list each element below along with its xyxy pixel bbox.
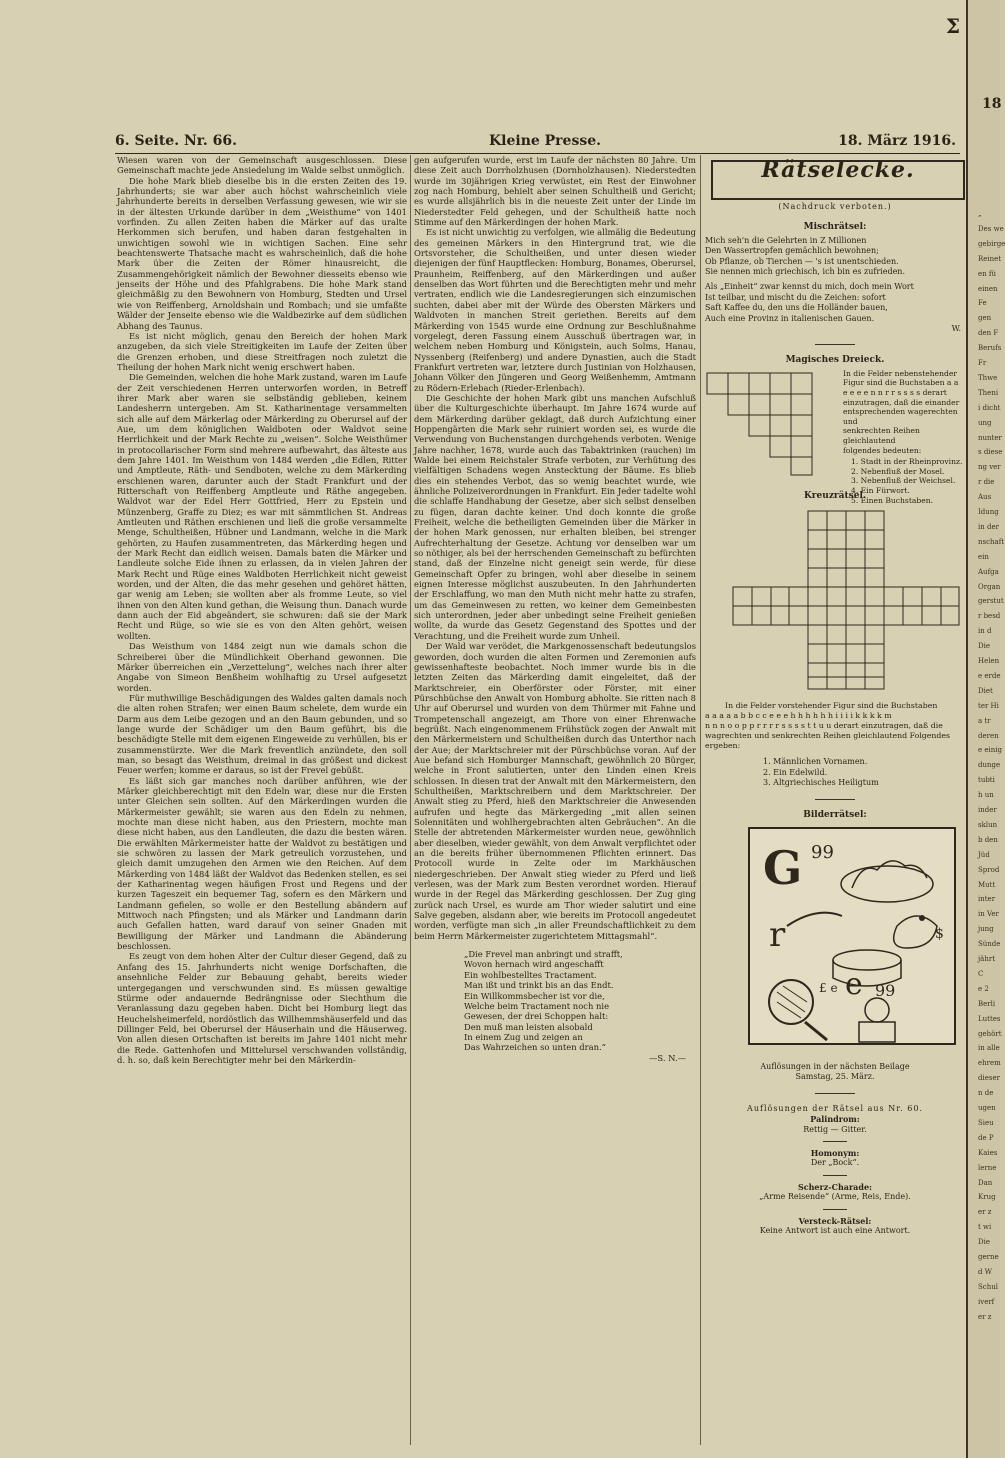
kreuz-instructions: In die Felder vorstehender Figur sind die Buchstaben a a a a a b b c c e e e h h h h h h i i i i k k k k m n n n o o p p r r r r s s s s t t u u derart einzutragen, daß die wagrechten und senkrechten Reihen gleichlautend Folgendes ergeben: <box>705 701 951 751</box>
adjacent-text-fragment: s diese <box>978 448 1003 457</box>
adjacent-text-fragment: Theni <box>978 388 999 397</box>
section-title: Bilderrätsel: <box>803 809 867 820</box>
verse-line: Mich seh'n die Gelehrten in Z Millionen <box>705 235 867 245</box>
adjacent-text-fragment: Kaies <box>978 1148 998 1157</box>
adjacent-text-fragment: in der <box>978 522 999 531</box>
poem-line: Ein wohlbestelltes Tractament. <box>464 969 597 980</box>
svg-text:99: 99 <box>811 841 834 863</box>
adjacent-text-fragment: dunge <box>978 761 1001 770</box>
verse-line: Sie nennen mich griechisch, ich bin es zufrieden. <box>705 267 905 277</box>
adjacent-text-fragment: er z <box>978 1208 992 1217</box>
paragraph: Die Geschichte der hohen Mark gibt uns manchen Aufschluß über die Kulturgeschichte überhaupt. Im Jahre 1674 wurde auf dem Märkerding darüber geklagt, daß durch Aufzichtung einer Hoppengärten die Mark sehr ruiniert worden sei, es wurde die Verwendung von Buchenstangen durchgehends verboten. Wenige Jahre nachher, 1678, wurde auch das Tabaktrinken (rauchen) im Walde bei einem Reichstaler Strafe verboten, zur Verhütung des vielfältigen Schadens wegen Anstecktung der Bäume. Es blieb dies ein stehendes Verbot, das so wenig beachtet wurde, wie ähnliche Polizeiverordnungen in Frankfurt. Ein Jeder tadelte wohl die schlaffe Handhabung der Gesetze, aber sich selbst denselben zu fügen, daran dachte keiner. Und doch konnte die große Freiheit, welche die betheiligten Gemeinden über die Märker in der hohen Mark genossen, nur erhalten bleiben, bei strenger Aufrechterhaltung der Gesetze. Achtung vor denselben war um so nöthiger, als bei der herrschenden Gemeinschaft zu befürchten stand, daß der Einzelne nicht geneigt sein werde, für diese Gemeinschaft Opfer zu bringen, wohl aber dieselbe in seinem eignen Interesse möglichst auszubeuten. In den Jahrhunderten der Erschlaffung, wo man den Muth nicht mehr hatte zu strafen, um das Gemeinwesen zu retten, wo keiner dem Gemeinbesten sich unterordnen, jeder aber unbedingt seine Freiheit genießen wollte, da wurde das Gesetz Gegenstand des Spottes und der Verachtung, und die Freiheit wurde zum Unheil. <box>414 392 696 641</box>
adjacent-text-fragment: Die <box>978 642 990 651</box>
adjacent-text-fragment: gebirge <box>978 239 1005 248</box>
article-column-2 <box>414 155 696 1063</box>
verse-line: Saft Kaffee du, den uns die Holländer bauen, <box>705 303 888 313</box>
dreieck-instructions: In die Felder nebenstehender Figur sind die Buchstaben a a e e e e n n r r s s s s derart einzutragen, daß die einander entsprechenden wagerechten und senkrechten Reihen gleichlautend folgendes bedeuten: 1. Stadt in der Rheinprovinz. 2. Nebenfluß der Mosel. 3. Nebenfluß der Weichsel. 4. Ein Fürwort. 5. Einen Buchstaben. <box>843 368 963 505</box>
svg-text:£ e: £ e <box>819 980 838 995</box>
adjacent-text-fragment: gerne <box>978 1253 999 1261</box>
kreuz-list <box>705 757 965 788</box>
paragraph: Die Gemeinden, welchen die hohe Mark zustand, waren im Laufe der Zeit verschiedenen Herren unterworfen worden, in Betreff ihrer Mark aber waren sie selbständig geblieben, keinem Landesherrn untergeben. Am St. Katharinentage versammelten sich alle auf dem Märkerlag oder Märkerding zu Oberursel auf der Aue, um dem königlichen Waldboten oder Waldvot seine Herrlichkeit und der Mark Rechte zu „weisen“. Solche Weisthümer in protocollarischer Form sind mehrere aufbewahrt, das älteste aus dem Jahre 1401. Im Weisthum von 1484 werden „die Edlen, Ritter und Amptleute, Räth- und Sendboten, welche zu dem Märkerding erschienen waren, darunter auch der Stadt Frankfurt und der Ritterschaft von Reiffenberg Amptleute und Räthe angegeben. Waldvot war der Edel Herr Gottfried, Herr zu Epstein und Münzenberg, Graffe zu Diez; es war mit sämmtlichen St. Andreas Amtleuten und Räthen erschienen und ließ die große versammelte Menge, Schultheißen, Hübner und Landmann, welche in die Mark gehörten, zu Haufen zusammentreten, das Märkerding hegen und der Mark Recht dan eidlich weisen. Damals baten die Märker und Landleute solche Eide ihnen zu erlassen, da in vielen Jahren der Mark Recht und Rüge eines Waldboten Herrlichkeit nicht geweist worden, und der Alten, die das mehr gesehen und gehöret hätten, gar wenig am Leben; sie wollten aber als fromme Leute, so viel ihnen von den Alten kund gethan, die Weisung thun. Danach wurde dann auch der Eid abgeändert, sie schwuren: daß sie der Mark Recht und Rüge, so wie sie es von den Alten gehört, weisen wollten. <box>117 372 407 641</box>
adjacent-page-number: 18 <box>982 96 1002 112</box>
adjacent-text-fragment: t wi <box>978 1223 992 1232</box>
poem-line: Wovon hernach wird angeschafft <box>464 959 604 970</box>
paragraph: Es ist nicht unwichtig zu verfolgen, wie allmälig die Bedeutung des gemeinen Märkers in den Hintergrund trat, wie die Ortsvorsteher, die Schultheißen, und unter diesen wieder diejenigen der fünf Hauptflecken: Homburg, Bonames, Oberursel, Praunheim, Reiffenberg, auf den Märkerdingen und außer denselben das Wort führten und die Berechtigten mehr und mehr vertraten, endlich wie die Landesregierungen sich einzumischen suchten, dabei aber mit der Würde des Obersten Märkers und Waldvoten in manchen Streit geriethen. Bereits auf dem Märkerding von 1545 wurde eine Ordnung zur Beschlußnahme vorgelegt, deren Fassung einem Ausschuß übertragen war, in welchem neben Homburg und Königstein, auch Solms, Hanau, Nyssenberg (Reifenberg) und andere Dynastien, auch die Stadt Frankfurt vertreten war, letztere durch Justinian von Holzhausen, Johann Völker den Jüngeren und Georg Weißenhemm, Amtmann zu Rödern-Erlebach (Rieder-Erlenbach). <box>414 227 696 393</box>
adjacent-text-fragment: Sünde <box>978 940 1001 949</box>
paragraph: Es zeugt von dem hohen Alter der Cultur dieser Gegend, daß zu Anfang des 15. Jahrhunderts nicht wenige Dorfschaften, die ansehnliche Felder zur Bebauung gehabt, bereits wieder untergegangen und verschwunden sind. Es müssen gewaltige Stürme oder andauernde Bedrängnisse oder Siechthum die Veranlassung dazu gegeben haben. Dicht bei Homburg liegt das Heuchelsheimerfeld, nordöstlich das Willhemmshäuserfeld und das Dillinger Feld, bei Oberursel der Häuserhain und die Häuserweg. Von allen diesen Ortschaften ist bereits im Jahre 1401 nicht mehr die Rede. Gattenhofen und Mittelursel verschwanden vollständig, d. h. so, daß kein Berechtigter mehr bei den Märkerdin- <box>117 951 407 1065</box>
adjacent-text-fragment: Jüd <box>978 850 990 859</box>
adjacent-text-fragment: e 2 <box>978 984 989 993</box>
adjacent-text-fragment: „ <box>978 210 982 218</box>
adjacent-text-fragment: Aus <box>978 493 992 502</box>
adjacent-text-fragment: de P <box>978 1133 994 1142</box>
adjacent-text-fragment: r besd <box>978 612 1001 621</box>
adjacent-text-fragment: sklun <box>978 820 998 829</box>
solutions-list: Palindrom: Rettig — Gitter. Homonym: Der „Bock“. Scherz-Charade: „Arme Reisende“ (Arme, Reis, Ende). Versteck-Rätsel: Keine Antwort ist auch eine Antwort. <box>759 1114 911 1235</box>
poem-line: Das Wahrzeichen so unten dran.“ <box>464 1042 606 1053</box>
paragraph: Das Weisthum von 1484 zeigt nun wie damals schon die Schreiberei über die Mündlichkeit Oberhand gewonnen. Die Märker überreichen ein „Verzettelung“, welches nach ihrer alter Angabe von Simeon Benßheim wohlhaftig zu Ursel aufgesetzt worden. <box>117 641 407 693</box>
adjacent-text-fragment: Sieu <box>978 1118 994 1127</box>
adjacent-page-edge <box>966 0 1005 1458</box>
adjacent-text-fragment: Berli <box>978 999 996 1008</box>
adjacent-text-fragment: jährt <box>978 955 996 963</box>
section-title: Mischrätsel: <box>803 222 867 233</box>
adjacent-text-fragment: Thwe <box>978 373 998 382</box>
adjacent-text-fragment: Diet <box>978 686 993 695</box>
adjacent-text-fragment: Schul <box>978 1282 998 1291</box>
svg-text:99: 99 <box>875 980 896 1000</box>
poem-line: Den muß man leisten alsobald <box>464 1021 593 1032</box>
adjacent-text-fragment: en fü <box>978 269 996 278</box>
adjacent-text-fragment: tubti <box>978 776 995 785</box>
puzzle-subtitle: (Nachdruck verboten.) <box>778 202 892 211</box>
adjacent-text-fragment: ter Hi <box>978 701 999 710</box>
adjacent-text-fragment: deren <box>978 731 999 740</box>
adjacent-text-fragment: i dicht <box>978 403 1001 412</box>
adjacent-text-fragment: Luttes <box>978 1014 1001 1023</box>
adjacent-text-fragment: ung <box>978 418 992 427</box>
adjacent-text-fragment: r die <box>978 478 995 487</box>
paragraph: Es ist nicht möglich, genau den Bereich der hohen Mark anzugeben, da sich viele Streitigkeiten im Laufe der Zeiten über die Grenzen erhoben, und diese Streitfragen noch zuletzt die Theilung der hohen Mark nicht wenig erschwert haben. <box>117 330 407 372</box>
adjacent-text-fragment: e einig <box>978 746 1002 755</box>
svg-text:$: $ <box>935 925 944 942</box>
adjacent-text-fragment: Idung <box>978 508 999 516</box>
cross-puzzle-grid <box>731 509 961 691</box>
paragraph: Die hohe Mark blieb dieselbe bis in die ersten Zeiten des 19. Jahrhunderts; sie war aber auch höchst wahrscheinlich viele Jahrhunderte bereits in derselben Verfassung gewesen, wie wir sie in der ältesten Urkunde darüber in dem „Weisthume“ von 1401 vorfinden. Zu allen Zeiten haben die Märker auf das uralte Herkommen sich berufen, und haben daran festgehalten in unwichtigen sowohl wie in wichtigen Sachen. Eine sehr beachtenswerte Thatsache macht es wahrscheinlich, daß die hohe Mark über die Zeiten der Römer hinausreicht, die Zusammengehörigkeit nämlich der Bewohner diesseits ebenso wie jenseits der Höhe und des Pfahlgrabens. Die hohe Mark stand gleichmäßig zu den Bewohnern von Homburg, Stedten und Ursel wie von Reiffenberg, Arnoldshain und Rombach; und sie umfaßte Wälder der Jenseite ebenso wie die Waldbezirke auf dem südlichen Abhang des Taunus. <box>117 175 407 331</box>
poem-line: Man ißt und trinkt bis an das Endt. <box>464 980 614 991</box>
adjacent-text-fragment: nschaft <box>978 537 1005 546</box>
adjacent-text-fragment: gen <box>978 314 992 323</box>
next-solutions-note: Auflösungen in der nächsten Beilage Samstag, 25. März. <box>760 1061 910 1082</box>
column-divider <box>410 155 411 1445</box>
adjacent-text-fragment: gerstut <box>978 597 1004 606</box>
adjacent-text-fragment: Die <box>978 1238 990 1247</box>
adjacent-text-fragment: Dan <box>978 1178 993 1187</box>
adjacent-text-fragment: Helen <box>978 657 1000 665</box>
magic-triangle-grid <box>705 369 835 477</box>
adjacent-text-fragment: h un <box>978 791 994 800</box>
paragraph: Für muthwillige Beschädigungen des Waldes galten damals noch die alten rohen Strafen; wer einen Baum schelete, dem wurde ein Darm aus dem Leibe gezogen und an den Baum gebunden, und so lange wurde der Schädiger um den Baum geführt, bis die beschädigte Stelle mit dem eigenen Eingeweide zu verhüllen, bis er zusammenstürzte. Wer die Mark freventlich anzündete, den soll man, so besagt das Weisthum, dreimal in das größest und dickest Feuer werfen; komme er daraus, so ist der Frevel gebüßt. <box>117 692 407 776</box>
section-title: Kreuzrätsel. <box>803 490 867 501</box>
adjacent-text-fragment: Mutt <box>978 880 996 889</box>
adjacent-text-fragment: Des we <box>978 224 1004 233</box>
adjacent-text-fragment: b den <box>978 835 998 844</box>
picture-puzzle <box>747 826 957 1046</box>
verse-line: Auch eine Provinz in italienischen Gauen. <box>705 313 875 323</box>
verse-line: Den Wassertropfen gemächlich bewohnen; <box>705 246 879 256</box>
adjacent-text-fragment: ugen <box>978 1104 996 1112</box>
adjacent-text-fragment: Reinet <box>978 254 1002 263</box>
page-header <box>115 131 960 154</box>
puzzle-corner <box>705 157 965 1236</box>
adjacent-text-fragment: nunter <box>978 433 1002 442</box>
adjacent-text-fragment: iverf <box>978 1297 995 1306</box>
poem-line: In einem Zug und zeigen an <box>464 1031 583 1042</box>
poem <box>464 949 696 1052</box>
article-column-1 <box>117 155 407 1065</box>
poem-line: „Die Frevel man anbringt und strafft, <box>464 949 623 960</box>
adjacent-text-fragment: einen <box>978 284 998 293</box>
adjacent-text-fragment: Krug <box>978 1193 996 1202</box>
adjacent-text-fragment: Sprod <box>978 865 1000 874</box>
mischraetsel-text <box>705 236 965 324</box>
author-signature: W. <box>951 324 961 334</box>
adjacent-text-fragment: Organ <box>978 582 1001 591</box>
verse-line: Ist teilbar, und mischt du die Zeichen: sofort <box>705 292 886 302</box>
poem-line: Welche beim Tractament noch nie <box>464 1000 610 1011</box>
verse-line: Ob Pflanze, ob Tierchen — 's ist unentschieden. <box>705 256 899 266</box>
divider <box>815 344 855 345</box>
issue-date: 18. März 1916. <box>838 133 956 149</box>
adjacent-text-fragment: Aufga <box>978 567 999 576</box>
paragraph: Der Wald war verödet, die Markgenossenschaft bedeutungslos geworden, doch wurden die alten Formen und Zeremonien aufs gewissenhafteste beobachtet. Noch immer wurde bis in die letzten Zeiten das Märkerding damit eingeleitet, daß der Marktschreier, ein Oberförster oder Förster, mit einer Pürschbüchse den Anwalt von Homburg abholte. Sie ritten nach 8 Uhr auf Oberursel und wurden von dem Thürmer mit Fahne und Trompetenschall angezeigt, am Thore von einer Ehrenwache begrüßt. Nach eingenommenem Frühstück zogen der Anwalt mit den Märkermeistern und Schultheißen durch das Unterthor nach der Aue; der Marktschreier mit der Pürschbüchse voran. Auf der Aue befand sich Homburger Mannschaft, gewöhnlich 20 Bürger, welche in Front salutierten, unter den Linden einen Kreis schlossen. In diesen trat der Anwalt mit den Märkermeistern, den Schultheißen, Marktschreibern und dem Marktschreier. Der Anwalt stieg zu Pferd, hieß den Marktschreier die Anwesenden aufrufen und hegte das Märkergeding „mit allen seinen Solennitäten und wohlhergebrachten alten Gebräuchen“. An die Stelle der abtretenden Märkermeister wurden neue, gewöhnlich aber dieselben, wieder gewählt, von dem Anwalt verpflichtet oder an die bereits früher übernommenen Pflichten erinnert. Das Protocoll wurde in Zelte oder im Markhäuschen niedergeschrieben. Der Anwalt stieg wieder zu Pferd und ließ verlesen, was der Mark zum Besten verordnet worden. Hierauf wurde in der Regel das Märkerding geschlossen. Der Zug ging zurück nach Ursel, es wurde am Thor wieder salutirt und eine Salve gegeben, alsdann aber, wie bereits im Protocoll angedeutet worden, verfügte man sich „in aller Freundschaftlichkeit zu dem beim Herrn Märkermeister zugerichtetem Mittagsmahl“. <box>414 641 696 941</box>
adjacent-text-fragment: inder <box>978 806 997 814</box>
section-title: Magisches Dreieck. <box>785 355 885 366</box>
adjacent-text-fragment: lerne <box>978 1163 997 1172</box>
adjacent-text-fragment: Berufs <box>978 344 1002 353</box>
paragraph: gen aufgerufen wurde, erst im Laufe der nächsten 80 Jahre. Um diese Zeit auch Dorrholzhusen (Dornholzhausen). Niederstedten wurde im 30jährigen Krieg verwüstet, ein Rest der Einwohner zog nach Homburg, behielt aber seinen Schultheiß und Gericht; es wurde allsjährlich bis in die neueste Zeit unter der Linde im Niederstedter Feld gehegen, und der Schultheiß hatte noch Stimme auf den Märkerdingen der hohen Mark. <box>414 155 696 228</box>
adjacent-text-fragment: gehört <box>978 1029 1002 1038</box>
masthead-title: Kleine Presse. <box>488 133 602 149</box>
adjacent-text-fragment: inter <box>978 895 996 904</box>
paragraph: Es läßt sich gar manches noch darüber anführen, wie der Märker gleichberechtigt mit den Edeln war, diese nur die Ersten unter Gleichen sein sollten. Auf den Märkerdingen wurden die Märkermeister gewählt; sie waren aus den Edeln zu nehmen, mochte man diese nicht haben, aus den Priestern, mochte man diese nicht haben, aus den Landleuten, die dazu die besten wären. Die erwählten Märkermeister hatte der Waldvot zu bestätigen und sie schwören zu lassen der Mark getreulich vorzustehen, und gleich damit umzugehen den Armen wie den Reichen. Auf dem Märkerding von 1484 läßt der Waldvot das Bedenken stellen, es sei der Katharinentag wegen häufigen Frost und Regens und der kurzen Tageszeit ein bequemer Tag, sofern es den Märkern und Landmann gefielen, so wolle er den Bestellung abändern auf Mittwoch nach Pfingsten; und als Märker und Landmann darin auch Gefallen hatten, ward darauf von seiner Gnaden mit Bewilligung der Märker und Landmann die Abänderung beschlossen. <box>117 775 407 952</box>
author-signature: —S. N.— <box>649 1052 686 1063</box>
adjacent-text-fragment: dieser <box>978 1074 1000 1083</box>
adjacent-text-fragment: jung <box>978 925 994 934</box>
divider <box>815 799 855 800</box>
adjacent-text-fragment: in d <box>978 627 992 636</box>
adjacent-text-fragment: n de <box>978 1089 994 1098</box>
svg-text:G: G <box>763 840 803 895</box>
column-divider <box>700 155 701 1445</box>
poem-line: Gewesen, der drei Schoppen halt: <box>464 1011 609 1022</box>
adjacent-text-fragment: e erde <box>978 671 1001 680</box>
adjacent-text-fragment: Fe <box>978 299 987 308</box>
list-item: 1. Männlichen Vornamen. <box>763 757 868 767</box>
adjacent-text-fragment: ehrem <box>978 1059 1001 1068</box>
list-item: 3. Altgriechisches Heiligtum <box>763 778 879 788</box>
adjacent-text-fragment: ein <box>978 552 989 561</box>
poem-line: Ein Willkommsbecher ist vor die, <box>464 990 605 1001</box>
puzzle-title-box <box>711 157 965 200</box>
adjacent-text-fragment: a tr <box>978 716 991 725</box>
adjacent-text-fragment: ng ver <box>978 463 1001 472</box>
list-item: 2. Ein Edelwild. <box>763 767 828 777</box>
adjacent-text-fragment: d W <box>978 1267 992 1276</box>
adjacent-text-fragment: C <box>978 969 984 978</box>
svg-text:r: r <box>769 914 786 955</box>
divider <box>815 1093 855 1094</box>
verse-line: Als „Einheit“ zwar kennst du mich, doch mein Wort <box>705 282 914 292</box>
adjacent-text-fragment: in Ver <box>978 910 999 919</box>
adjacent-text-fragment: in alle <box>978 1044 1000 1053</box>
solutions-heading: Auflösungen der Rätsel aus Nr. 60. <box>747 1103 923 1113</box>
adjacent-text-fragment: Fr <box>978 359 987 367</box>
puzzle-title: Rätselecke. <box>761 157 915 183</box>
svg-text:e: e <box>845 966 863 1002</box>
corner-mark: Σ <box>945 14 960 38</box>
adjacent-text-fragment: den F <box>978 329 999 338</box>
adjacent-text-fragment: er z <box>978 1312 992 1321</box>
paragraph: Wiesen waren von der Gemeinschaft ausgeschlossen. Diese Gemeinschaft machte jede Ansiedelung im Walde selbst unmöglich. <box>117 155 407 176</box>
page-number: 6. Seite. Nr. 66. <box>115 133 237 149</box>
